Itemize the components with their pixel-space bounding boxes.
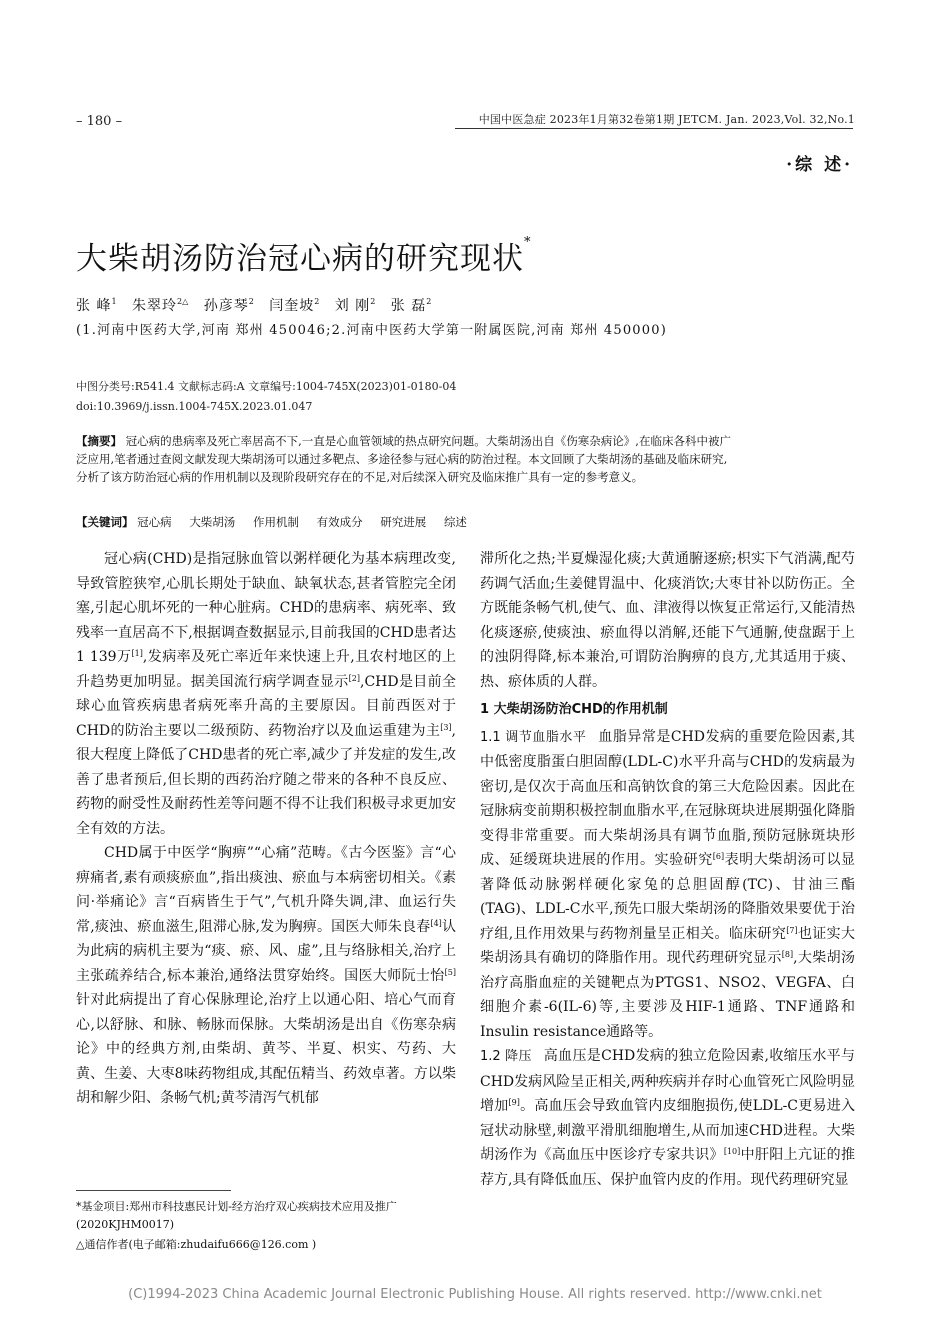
doi-line: doi:10.3969/j.issn.1004-745X.2023.01.047 — [76, 400, 313, 413]
fund-footnote: *基金项目:郑州市科技惠民计划-经方治疗双心疾病技术应用及推广(2020KJHM0017) — [76, 1200, 397, 1231]
body-paragraph — [480, 1044, 855, 1192]
author-name: 张 磊 — [390, 298, 427, 314]
citation-ref: [2] — [348, 673, 360, 683]
citation-ref: [4] — [430, 918, 442, 928]
classification-line: 中图分类号:R541.4 文献标志码:A 文章编号:1004-745X(2023)01-0180-04 — [76, 380, 457, 393]
text-run: 血脂异常是CHD发病的重要危险因素,其中低密度脂蛋白胆固醇(LDL-C)水平升高与CHD的发病最为密切,是仅次于高血压和高钠饮食的第三大危险因素。因此在冠脉病变前期积极控制血脂水平,在冠脉斑块进展期强化降脂变得非常重要。而大柴胡汤具有调节血脂,预防冠脉斑块形成、延缓斑块进展的作用。实验研究 — [480, 728, 855, 868]
author-affiliation-mark: 2 — [426, 297, 432, 307]
keyword: 作用机制 — [252, 515, 299, 529]
citation-ref: [6] — [712, 852, 725, 861]
body-column-right — [480, 547, 855, 1192]
keyword: 研究进展 — [380, 515, 427, 529]
text-run: 中肝阳上亢证的推荐方,具有降低血压、保护血管内皮的作用。现代药理研究显 — [480, 1147, 856, 1188]
citation-ref: [9] — [508, 1098, 520, 1107]
author-affiliation-mark: 2△ — [177, 297, 189, 307]
text-run: ,很大程度上降低了CHD患者的死亡率,减少了并发症的发生,改善了患者预后,但长期的西药治疗随之带来的各种不良反应、药物的耐受性及耐药性差等问题不得不让我们积极寻求更加安全有效的方法。 — [76, 722, 456, 837]
text-run: 认为此病的病机主要为“痰、瘀、风、虚”,且与络脉相关,治疗上主张疏养结合,标本兼治,通络法贯穿始终。国医大师阮士怡 — [76, 918, 457, 984]
author-affiliation-mark: 1 — [111, 297, 117, 307]
corresponding-author-footnote: △通信作者(电子邮箱:zhudaifu666@126.com ) — [76, 1238, 317, 1251]
text-run: 高血压是CHD发病的独立危险因素,收缩压水平与CHD发病风险呈正相关,两种疾病并存时心血管死亡风险明显增加 — [480, 1048, 855, 1114]
author-name: 朱翠玲 — [132, 298, 177, 314]
copyright-footer: (C)1994-2023 China Academic Journal Electronic Publishing House. All rights reserved. http://www.cnki.net — [128, 1287, 822, 1302]
affiliation: (1.河南中医药大学,河南 郑州 450046;2.河南中医药大学第一附属医院,河南 郑州 450000) — [76, 323, 667, 338]
text-run: ,发病率及死亡率近年来快速上升,且农村地区的上升趋势更加明显。据美国流行病学调查显示 — [76, 649, 456, 690]
keyword: 大柴胡汤 — [189, 515, 236, 529]
header-rule — [455, 128, 853, 129]
section-tag: ·综 述· — [786, 155, 853, 175]
title-text: 大柴胡汤防治冠心病的研究现状 — [76, 241, 524, 277]
text-run: CHD属于中医学“胸痹”“心痛”范畴。《古今医鉴》言“心痹痛者,素有顽痰瘀血”,指出痰浊、瘀血与本病密切相关。《素问·举痛论》言“百病皆生于气”,气机升降失调,津、血运行失常,痰浊、瘀血滋生,阻滞心脉,发为胸痹。国医大师朱良春 — [76, 845, 456, 935]
section-heading: 1 大柴胡汤防治CHD的作用机制 — [480, 702, 668, 717]
text-run: 冠心病(CHD)是指冠脉血管以粥样硬化为基本病理改变,导致管腔狭窄,心肌长期处于缺血、缺氧状态,甚者管腔完全闭塞,引起心肌坏死的一种心脏病。CHD的患病率、病死率、致残率一直居高不下,根据调查数据显示,目前我国的CHD患者达1 139万 — [76, 551, 456, 665]
citation-ref: [7] — [786, 925, 798, 935]
abstract-label: 【摘要】 — [76, 434, 122, 448]
citation-ref: [1] — [131, 649, 143, 658]
text-run: 表明大柴胡汤可以显著降低动脉粥样硬化家兔的总胆固醇(TC)、甘油三酯(TAG)、LDL-C水平,预先口服大柴胡汤的降脂效果要优于治疗组,且作用效果与药物剂量呈正相关。临床研究 — [480, 852, 856, 942]
author-list — [76, 295, 441, 315]
keyword: 综述 — [443, 515, 467, 529]
author-name: 张 峰 — [76, 298, 112, 314]
text-run: ,大柴胡汤治疗高脂血症的关键靶点为PTGS1、NSO2、VEGFA、白细胞介素-6(IL-6)等,主要涉及HIF-1通路、TNF通路和Insulin resistance通路等。 — [480, 950, 856, 1040]
journal-header: 中国中医急症 2023年1月第32卷第1期 JETCM. Jan. 2023,Vol. 32,No.1 — [478, 113, 855, 126]
keywords — [76, 514, 481, 530]
page-number: – 180 – — [76, 114, 123, 129]
subsection-heading: 1.2 降压 — [480, 1049, 532, 1064]
body-column-left — [76, 547, 456, 1111]
footnote-rule — [76, 1190, 231, 1191]
author-name: 闫奎坡 — [269, 298, 315, 314]
keyword: 冠心病 — [137, 515, 172, 529]
author-affiliation-mark: 2 — [370, 297, 376, 307]
body-paragraph — [480, 725, 855, 1045]
citation-ref: [3] — [440, 722, 452, 732]
author-name: 孙彦琴 — [203, 298, 249, 314]
title-footnote-mark: * — [524, 235, 532, 250]
text-run: ,CHD是目前全球心血管疾病患者病死率升高的主要原因。目前西医对于CHD的防治主要以二级预防、药物治疗以及血运重建为主 — [76, 673, 456, 739]
citation-ref: [8] — [781, 950, 794, 959]
subsection-heading: 1.1 调节血脂水平 — [480, 729, 587, 745]
article-title — [76, 233, 532, 278]
body-paragraph — [76, 841, 456, 1111]
author-affiliation-mark: 2 — [248, 297, 254, 307]
author-name: 刘 刚 — [334, 298, 371, 314]
text-run: 针对此病提出了育心保脉理论,治疗上以通心阳、培心气而育心,以舒脉、和脉、畅脉而保脉。大柴胡汤是出自《伤寒杂病论》中的经典方剂,由柴胡、黄芩、半夏、枳实、芍药、大黄、生姜、大枣8味药物组成,其配伍精当、药效卓著。方以柴胡和解少阳、条畅气机;黄芩清泻气机郁 — [76, 992, 456, 1106]
abstract-text: 冠心病的患病率及死亡率居高不下,一直是心血管领域的热点研究问题。大柴胡汤出自《伤寒杂病论》,在临床各科中被广泛应用,笔者通过查阅文献发现大柴胡汤可以通过多靶点、多途径参与冠心病的防治过程。本文回顾了大柴胡汤的基础及临床研究,分析了该方防治冠心病的作用机制以及现阶段研究存在的不足,对后续深入研究及临床推广具有一定的参考意义。 — [76, 434, 731, 484]
abstract — [76, 432, 736, 486]
author-affiliation-mark: 2 — [314, 297, 320, 307]
text-run: 。高血压会导致血管内皮细胞损伤,使LDL-C更易进入冠状动脉壁,刺激平滑肌细胞增生,从而加速CHD进程。大柴胡汤作为《高血压中医诊疗专家共识》 — [480, 1098, 855, 1163]
citation-ref: [10] — [723, 1147, 741, 1156]
keyword: 有效成分 — [316, 515, 363, 529]
keywords-label: 【关键词】 — [76, 515, 134, 529]
body-paragraph — [76, 547, 456, 841]
text-run: 也证实大柴胡汤具有确切的降脂作用。现代药理研究显示 — [480, 925, 856, 966]
citation-ref: [5] — [444, 967, 456, 977]
body-paragraph: 滞所化之热;半夏燥湿化痰;大黄通腑逐瘀;枳实下气消满,配芍药调气活血;生姜健胃温中、化痰消饮;大枣甘补以防伤正。全方既能条畅气机,使气、血、津液得以恢复正常运行,又能清热化痰逐瘀,使痰浊、瘀血得以消解,还能下气通腑,使盘踞于上的浊阴得降,标本兼治,可谓防治胸痹的良方,尤其适用于痰、热、瘀体质的人群。 — [480, 551, 855, 690]
